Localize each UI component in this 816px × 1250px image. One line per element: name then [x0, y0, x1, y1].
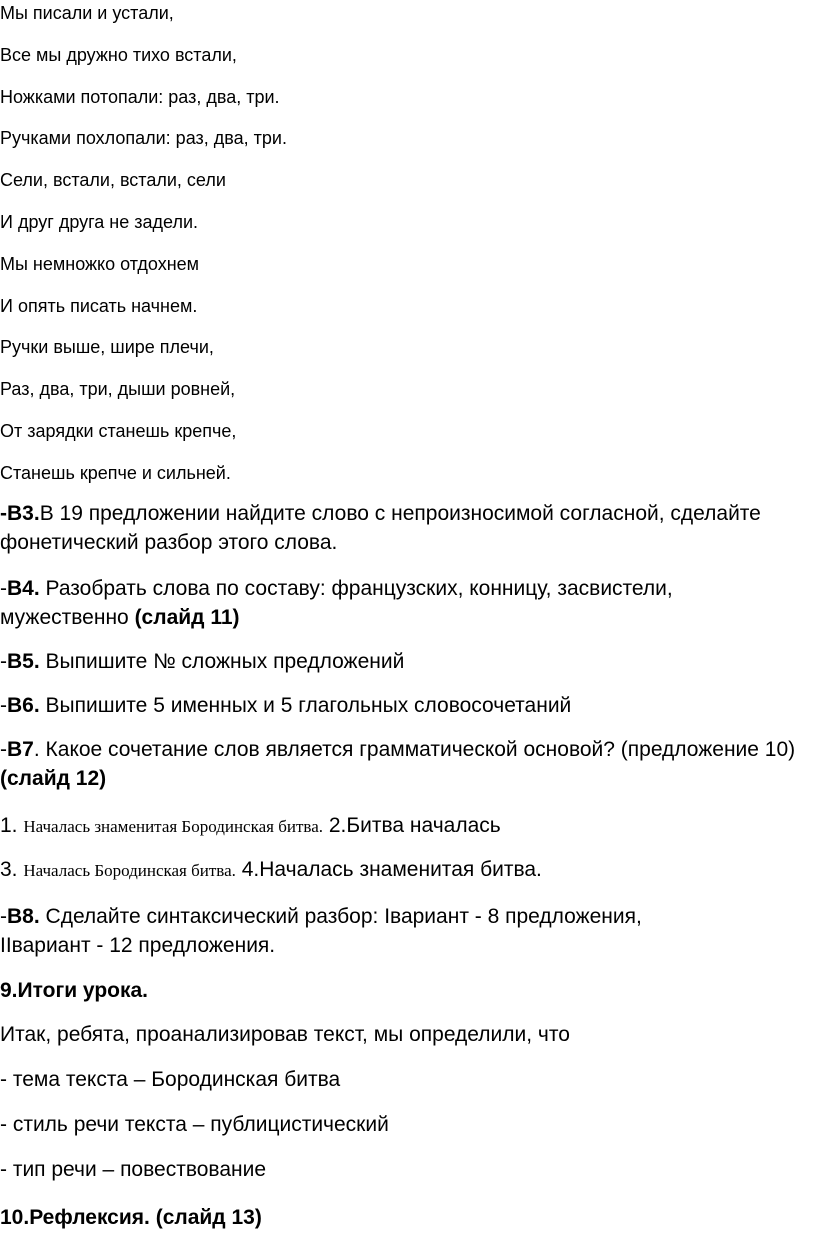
- poem-line: Ножками потопали: раз, два, три.: [0, 86, 280, 107]
- fizminutka-poem: [0, 2, 800, 504]
- option-number: 2.: [322, 814, 347, 837]
- answer-options-row-1: [0, 811, 800, 841]
- task-label: В7: [7, 738, 34, 761]
- task-b7: [0, 735, 800, 793]
- poem-line: И опять писать начнем.: [0, 295, 198, 316]
- slide-reference: (слайд 11): [134, 606, 240, 629]
- poem-line: Раз, два, три, дыши ровней,: [0, 379, 236, 400]
- task-b4: [0, 574, 800, 632]
- poem-line: Ручки выше, шире плечи,: [0, 337, 214, 358]
- option-text: Началась знаменитая битва.: [259, 858, 542, 881]
- summary-item: - стиль речи текста – публицистический: [0, 1113, 389, 1136]
- task-b6: [0, 691, 800, 720]
- task-text: Выпишите № сложных предложений: [39, 650, 405, 673]
- task-prefix: -: [0, 577, 7, 600]
- task-text: Разобрать слова по составу: французских, конницу, засвистели, мужественно: [0, 577, 673, 629]
- reflection-heading-text: 10.Рефлексия. (слайд 13): [0, 1206, 262, 1229]
- task-label: В4.: [7, 577, 40, 600]
- slide-reference: (слайд 12): [0, 767, 107, 790]
- summary-item: - тип речи – повествование: [0, 1158, 267, 1181]
- summary-heading-text: 9.Итоги урока.: [0, 979, 149, 1002]
- answer-options-row-2: [0, 855, 800, 885]
- option-text: Началась Бородинская битва.: [23, 861, 236, 880]
- task-b3: [0, 499, 800, 557]
- summary-item: - тема текста – Бородинская битва: [0, 1068, 341, 1091]
- poem-line: Мы писали и устали,: [0, 3, 174, 23]
- task-b5: [0, 647, 800, 676]
- task-text: Сделайте синтаксический разбор: Iвариант - 8 предложения, IIвариант - 12 предложения.: [0, 905, 642, 957]
- poem-line: Сели, встали, встали, сели: [0, 170, 226, 191]
- poem-line: От зарядки станешь крепче,: [0, 420, 237, 441]
- task-b8: [0, 902, 660, 960]
- option-text: Битва началась: [346, 814, 501, 837]
- task-label: В5.: [7, 650, 40, 673]
- reflection-heading: [0, 1203, 800, 1232]
- task-prefix: -: [0, 738, 7, 761]
- summary-heading: [0, 976, 800, 1005]
- task-text: В 19 предложении найдите слово с непроизносимой согласной, сделайте фонетический разбор этого слова.: [0, 502, 761, 554]
- task-prefix: -: [0, 694, 7, 717]
- task-text: Выпишите 5 именных и 5 глагольных словосочетаний: [39, 694, 572, 717]
- task-text: . Какое сочетание слов является грамматической основой? (предложение 10): [33, 738, 796, 761]
- poem-line: Ручками похлопали: раз, два, три.: [0, 128, 287, 149]
- poem-line: Все мы дружно тихо встали,: [0, 44, 237, 65]
- summary-intro: Итак, ребята, проанализировав текст, мы определили, что: [0, 1023, 570, 1046]
- task-prefix: -: [0, 905, 7, 928]
- task-label: -В3.: [0, 502, 40, 525]
- poem-line: Мы немножко отдохнем: [0, 253, 200, 274]
- option-number: 3.: [0, 858, 24, 881]
- task-prefix: -: [0, 650, 7, 673]
- task-label: В6.: [7, 694, 40, 717]
- option-number: 1.: [0, 814, 24, 837]
- option-text: Началась знаменитая Бородинская битва.: [23, 817, 323, 836]
- option-number: 4.: [235, 858, 260, 881]
- task-label: В8.: [7, 905, 40, 928]
- poem-line: Станешь крепче и сильней.: [0, 462, 231, 483]
- poem-line: И друг друга не задели.: [0, 211, 198, 232]
